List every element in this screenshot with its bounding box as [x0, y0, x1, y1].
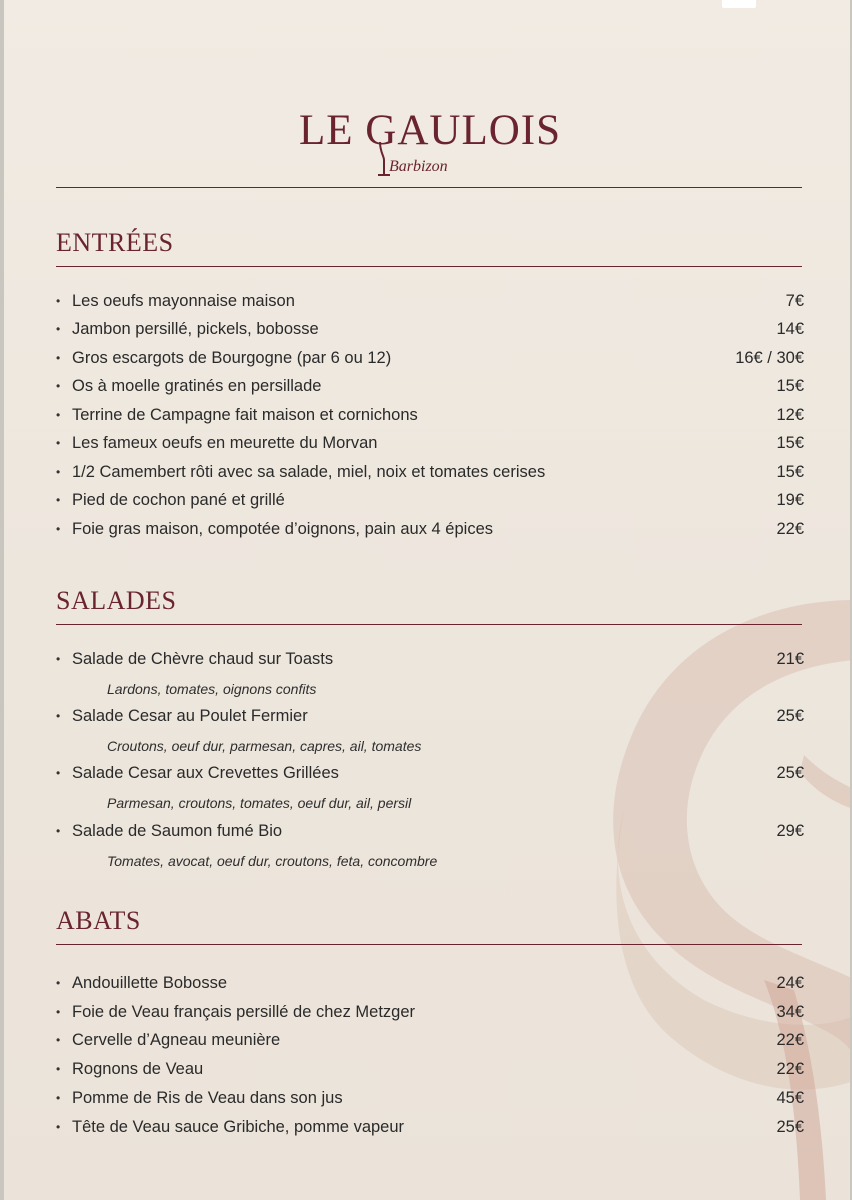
- page-clip: [722, 0, 756, 8]
- item-price: 45€: [776, 1089, 804, 1107]
- item-price: 25€: [776, 764, 804, 782]
- section-divider-entrees: [56, 266, 802, 267]
- bullet-icon: •: [56, 976, 61, 990]
- menu-item: [56, 974, 804, 998]
- menu-item: [56, 377, 804, 401]
- bullet-icon: •: [56, 522, 61, 536]
- bullet-icon: •: [56, 436, 61, 450]
- bullet-icon: •: [56, 351, 61, 365]
- item-description: Croutons, oeuf dur, parmesan, capres, ail, tomates: [107, 738, 422, 754]
- header-divider: [56, 187, 802, 188]
- menu-item: [56, 1089, 804, 1113]
- section-divider-salades: [56, 624, 802, 625]
- bullet-icon: •: [56, 824, 61, 838]
- menu-item: [56, 434, 804, 458]
- item-name: Os à moelle gratinés en persillade: [72, 377, 322, 395]
- bullet-icon: •: [56, 465, 61, 479]
- item-name: Pied de cochon pané et grillé: [72, 491, 285, 509]
- item-price: 22€: [776, 1031, 804, 1049]
- menu-item: [56, 292, 804, 316]
- bullet-icon: •: [56, 1091, 61, 1105]
- bullet-icon: •: [56, 493, 61, 507]
- bullet-icon: •: [56, 294, 61, 308]
- bullet-icon: •: [56, 652, 61, 666]
- menu-item: [56, 349, 804, 373]
- item-price: 24€: [776, 974, 804, 992]
- bullet-icon: •: [56, 1062, 61, 1076]
- menu-item: [56, 1118, 804, 1142]
- bullet-icon: •: [56, 766, 61, 780]
- item-price: 15€: [776, 463, 804, 481]
- item-name: Cervelle d’Agneau meunière: [72, 1031, 281, 1049]
- restaurant-logo: [4, 100, 850, 180]
- menu-item: [56, 1060, 804, 1084]
- item-price: 25€: [776, 707, 804, 725]
- item-name: Terrine de Campagne fait maison et cornichons: [72, 406, 418, 424]
- menu-item: [56, 491, 804, 515]
- item-price: 29€: [776, 822, 804, 840]
- bullet-icon: •: [56, 1033, 61, 1047]
- item-price: 19€: [776, 491, 804, 509]
- section-title-salades: SALADES: [56, 586, 177, 615]
- item-description: Lardons, tomates, oignons confits: [107, 681, 317, 697]
- item-name: Salade Cesar aux Crevettes Grillées: [72, 764, 339, 782]
- item-name: Foie de Veau français persillé de chez Metzger: [72, 1003, 416, 1021]
- item-name: Jambon persillé, pickels, bobosse: [72, 320, 319, 338]
- item-price: 15€: [776, 377, 804, 395]
- menu-item: [56, 822, 804, 846]
- item-name: Pomme de Ris de Veau dans son jus: [72, 1089, 343, 1107]
- item-price: 21€: [776, 650, 804, 668]
- section-divider-abats: [56, 944, 802, 945]
- menu-item: [56, 520, 804, 544]
- bullet-icon: •: [56, 709, 61, 723]
- item-name: Les fameux oeufs en meurette du Morvan: [72, 434, 378, 452]
- item-price: 25€: [776, 1118, 804, 1136]
- item-price: 15€: [776, 434, 804, 452]
- item-name: Salade de Saumon fumé Bio: [72, 822, 283, 840]
- item-price: 12€: [776, 406, 804, 424]
- menu-item: [56, 320, 804, 344]
- item-name: Salade de Chèvre chaud sur Toasts: [72, 650, 334, 668]
- item-price: 16€ / 30€: [735, 349, 804, 367]
- menu-page: [4, 0, 850, 1200]
- menu-item: [56, 463, 804, 487]
- item-name: Salade Cesar au Poulet Fermier: [72, 707, 308, 725]
- item-description: Parmesan, croutons, tomates, oeuf dur, ail, persil: [107, 795, 412, 811]
- item-price: 14€: [776, 320, 804, 338]
- menu-item: [56, 1003, 804, 1027]
- item-name: Rognons de Veau: [72, 1060, 204, 1078]
- item-name: Andouillette Bobosse: [72, 974, 228, 992]
- item-price: 34€: [776, 1003, 804, 1021]
- item-name: Tête de Veau sauce Gribiche, pomme vapeur: [72, 1118, 405, 1136]
- item-price: 7€: [785, 292, 804, 310]
- bullet-icon: •: [56, 379, 61, 393]
- item-price: 22€: [776, 1060, 804, 1078]
- bullet-icon: •: [56, 322, 61, 336]
- restaurant-name: LE GAULOIS: [299, 107, 561, 154]
- bullet-icon: •: [56, 1005, 61, 1019]
- item-price: 22€: [776, 520, 804, 538]
- menu-item: [56, 406, 804, 430]
- restaurant-location: Barbizon: [389, 158, 448, 175]
- bullet-icon: •: [56, 1120, 61, 1134]
- menu-item: [56, 650, 804, 674]
- menu-item: [56, 764, 804, 788]
- item-name: Gros escargots de Bourgogne (par 6 ou 12): [72, 349, 392, 367]
- item-name: Foie gras maison, compotée d’oignons, pain aux 4 épices: [72, 520, 493, 538]
- menu-item: [56, 707, 804, 731]
- section-title-entrees: ENTRÉES: [56, 228, 174, 257]
- menu-item: [56, 1031, 804, 1055]
- item-name: Les oeufs mayonnaise maison: [72, 292, 295, 310]
- section-title-abats: ABATS: [56, 906, 141, 935]
- bullet-icon: •: [56, 408, 61, 422]
- item-name: 1/2 Camembert rôti avec sa salade, miel, noix et tomates cerises: [72, 463, 546, 481]
- item-description: Tomates, avocat, oeuf dur, croutons, feta, concombre: [107, 853, 438, 869]
